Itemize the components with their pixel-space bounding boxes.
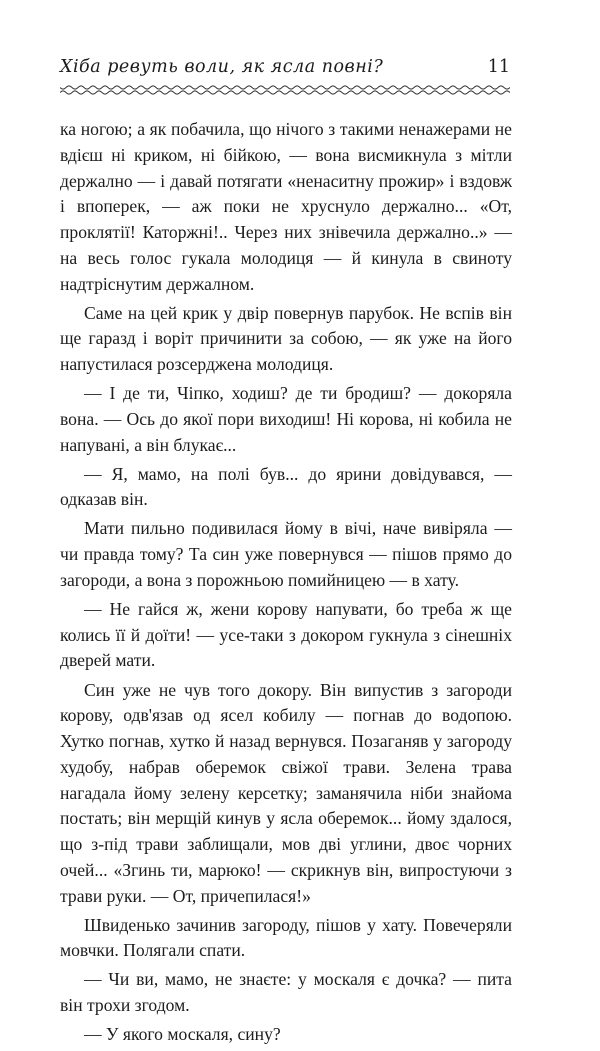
dialogue-paragraph: — Не гайся ж, жени корову напувати, бо треба ж ще колись її й доїти! — усе-таки з докором гукнула з сінешніх дверей мати.	[60, 598, 512, 671]
wave-line	[60, 86, 510, 89]
paragraph: Швиденько зачинив загороду, пішов у хату. Повечеряли мовчки. Полягали спати.	[60, 914, 512, 961]
dialogue-paragraph: — Я, мамо, на полі був... до ярини довідувався, — одказав він.	[60, 463, 512, 510]
dialogue-paragraph: — І де ти, Чіпко, ходиш? де ти бродиш? — докоряла вона. — Ось до якої пори виходиш! Ні корова, ні кобила не напувані, а він блукає...	[60, 383, 512, 455]
paragraph: Саме на цей крик у двір повернув парубок. Не вспів він ще гаразд і воріт причинити за собою, — як уже на його напустилася розсерджена молодиця.	[60, 302, 512, 375]
paragraph: Син уже не чув того докору. Він випустив з загороди корову, одв'язав од ясел кобилу — погнав до водопою. Хутко погнав, хутко й назад вернувся. Позаганяв у загороду худобу, набрав оберемок свіжої трави. Зелена трава нагадала йому зелену керсетку; заманячила ніби знайома постать; він мерщій кинув у ясла оберемок... йому здалося, що з-під трави заблищали, мов дві углини, двоє чорних очей... «Згинь ти, марюко! — скрикнув він, випростуючи з трави руки. — От, причепилася!»	[60, 679, 512, 906]
wavy-divider	[60, 84, 510, 96]
paragraph: ка ногою; а як побачила, що нічого з такими ненажерами не вдієш ні криком, ні бійкою, — вона висмикнула з мітли держално — і давай потягати «ненаситну прожир» і вздовж і впоперек, — аж поки не хруснуло держално... «От, проклятії! Каторжні!.. Через них знівечила держално..» — на весь голос гукала молодиця — й кинула в свиноту надтріснутим держалном.	[60, 119, 512, 294]
dialogue-paragraph: — Чи ви, мамо, не знаєте: у москаля є дочка? — пита він трохи згодом.	[60, 969, 512, 1016]
running-header	[60, 56, 510, 80]
page-number: 11	[487, 57, 510, 77]
body-text	[60, 117, 512, 1051]
wave-line	[60, 91, 510, 94]
paragraph: Мати пильно подивилася йому в вічі, наче вивіряла — чи правда тому? Та син уже повернувся — пішов прямо до загороди, а вона з порожньою помийницею — в хату.	[60, 518, 512, 590]
running-title: Хіба ревуть воли, як ясла повні?	[60, 57, 384, 77]
dialogue-paragraph: — У якого москаля, сину?	[84, 1024, 281, 1045]
